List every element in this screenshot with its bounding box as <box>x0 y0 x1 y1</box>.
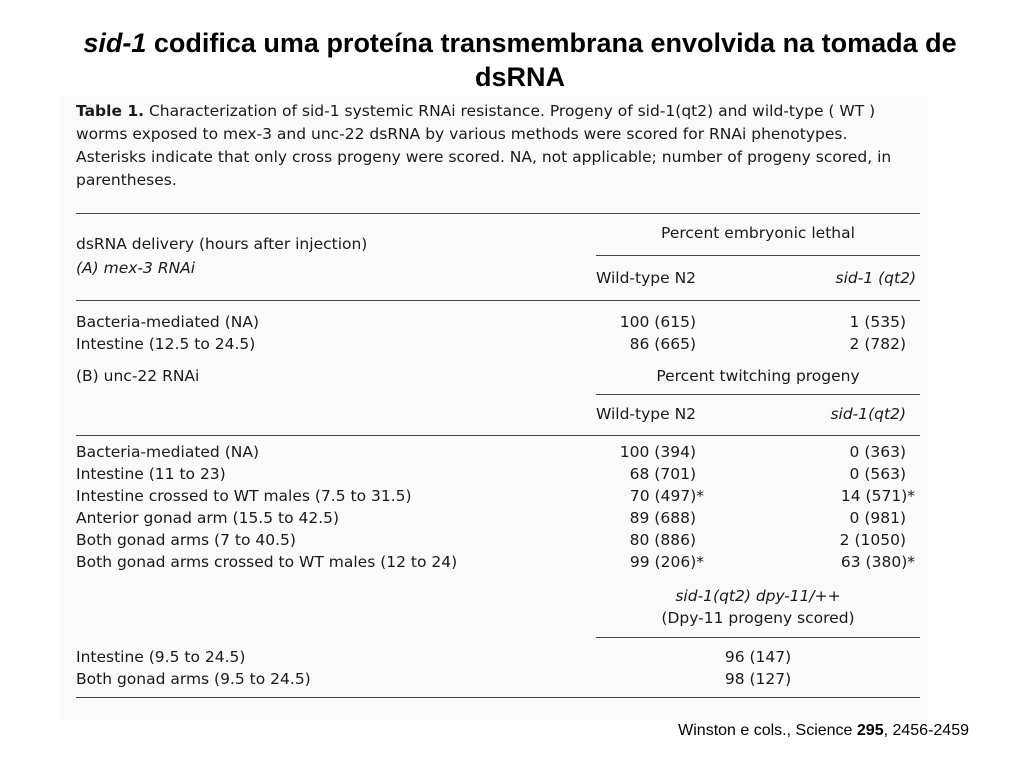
group-b-rule <box>596 394 920 395</box>
col-b-wt-header: Wild-type N2 <box>596 405 697 423</box>
col-sid-header: sid-1 (qt2) <box>835 269 916 287</box>
row-sid: 0 (363) <box>849 443 906 461</box>
row-sid: 1 (535) <box>849 313 906 331</box>
table-bottom-rule <box>76 697 920 698</box>
table-1 <box>76 100 920 688</box>
row-sid: 2 (1050) <box>839 531 906 549</box>
row-label: Intestine (9.5 to 24.5) <box>76 648 246 666</box>
row-wt: 80 (886) <box>629 531 696 549</box>
row-sid: 0 (563) <box>849 465 906 483</box>
section-a-label: (A) mex-3 RNAi <box>76 259 196 277</box>
group-a-rule <box>596 255 920 256</box>
table-caption <box>76 100 920 192</box>
row-label: Intestine crossed to WT males (7.5 to 31.5) <box>76 487 412 505</box>
row-label: Intestine (12.5 to 24.5) <box>76 335 256 353</box>
row-value: 96 (147) <box>724 648 792 666</box>
section-c-header-rule <box>596 637 920 638</box>
col-b-sid-header: sid-1(qt2) <box>830 405 906 423</box>
row-label: Bacteria-mediated (NA) <box>76 313 259 331</box>
row-sid: 63 (380)* <box>840 553 915 571</box>
citation-pages: , 2456-2459 <box>883 722 969 739</box>
row-wt: 100 (394) <box>619 443 696 461</box>
section-c-header-line1: sid-1(qt2) dpy-11/++ <box>675 587 841 605</box>
row-value: 98 (127) <box>724 670 792 688</box>
row-sid: 0 (981) <box>849 509 906 527</box>
section-b-label: (B) unc-22 RNAi <box>76 367 200 385</box>
row-sid: 2 (782) <box>849 335 906 353</box>
row-wt: 99 (206)* <box>629 553 704 571</box>
row-wt: 89 (688) <box>629 509 696 527</box>
citation-volume: 295 <box>856 722 884 739</box>
citation-text: Winston e cols., Science <box>678 722 857 739</box>
title-italic: sid-1 <box>83 28 147 58</box>
group-a-label: Percent embryonic lethal <box>661 224 855 242</box>
row-sid: 14 (571)* <box>840 487 915 505</box>
section-b-header-rule <box>76 435 920 436</box>
caption-text: Characterization of sid-1 systemic RNAi resistance. Progeny of sid-1(qt2) and wild-type ( WT ) worms exposed to mex-3 and unc-22 dsRNA by various methods were scored for RNAi phenotypes. Asterisks indicate that only cross progeny were scored. NA, not applicable; number of progeny scored, in parentheses. <box>76 102 892 189</box>
slide-title <box>40 26 1000 94</box>
caption-label: Table 1. <box>76 102 145 120</box>
row-label: Both gonad arms (9.5 to 24.5) <box>76 670 311 688</box>
header-bottom-rule <box>76 300 920 301</box>
row-label: Bacteria-mediated (NA) <box>76 443 259 461</box>
header-delivery: dsRNA delivery (hours after injection) <box>76 235 368 253</box>
row-wt: 70 (497)* <box>629 487 704 505</box>
row-label: Both gonad arms crossed to WT males (12 to 24) <box>76 553 458 571</box>
title-rest: codifica uma proteína transmembrana envolvida na tomada de dsRNA <box>146 28 957 92</box>
group-b-label: Percent twitching progeny <box>656 367 860 385</box>
row-label: Both gonad arms (7 to 40.5) <box>76 531 296 549</box>
row-label: Intestine (11 to 23) <box>76 465 226 483</box>
section-c-header-line2: (Dpy-11 progeny scored) <box>661 609 855 627</box>
row-wt: 100 (615) <box>619 313 696 331</box>
table-top-rule <box>76 213 920 214</box>
row-label: Anterior gonad arm (15.5 to 42.5) <box>76 509 340 527</box>
row-wt: 86 (665) <box>629 335 696 353</box>
citation <box>678 722 969 740</box>
col-wt-header: Wild-type N2 <box>596 269 697 287</box>
row-wt: 68 (701) <box>629 465 696 483</box>
